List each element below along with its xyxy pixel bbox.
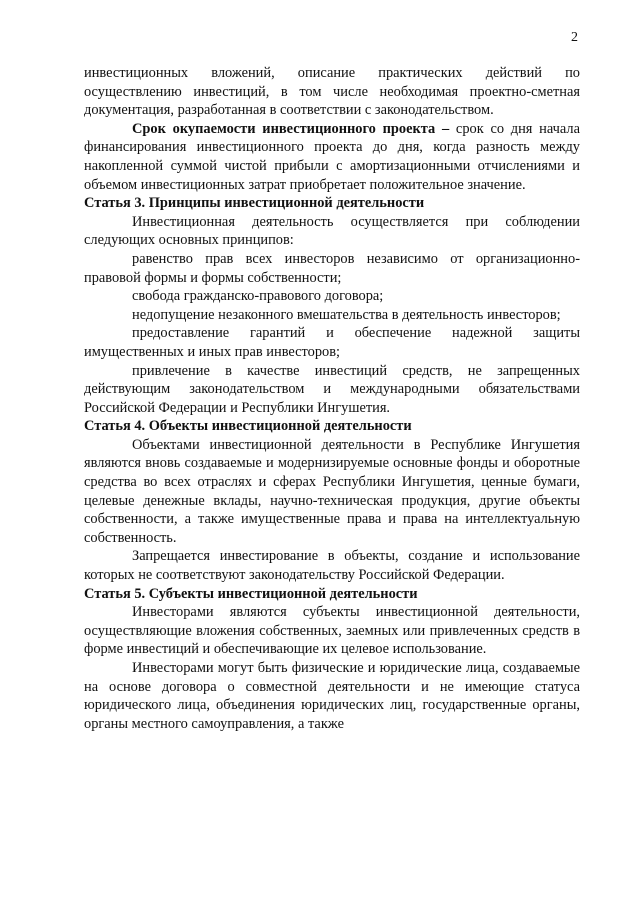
article-4-paragraph: Объектами инвестиционной деятельности в Республике Ингушетия являются вновь создаваемые и модернизируемые основные фонды и оборотные средства во всех отраслях и сферах Республики Ингушетия, ценные бумаги, целевые денежные вклады, научно-техническая продукция, другие объекты собственности, а также имущественные права и права на интеллектуальную собственность. (84, 436, 580, 546)
article-3-paragraph: привлечение в качестве инвестиций средств, не запрещенных действующим законодательством и международными обязательствами Российской Федерации и Республики Ингушетия. (84, 362, 580, 416)
paragraph-intro: инвестиционных вложений, описание практических действий по осуществлению инвестиций, в том числе необходимая проектно-сметная документация, разработанная в соответствии с законодательством. (84, 65, 580, 119)
payback-definition: срок со дня начала финансирования инвестиционного проекта до дня, когда разность между накопленной суммой чистой прибыли с амортизационными отчислениями и объемом инвестиционных затрат приобретает положительное значение. (84, 120, 581, 193)
article-5-paragraph: Инвесторами являются субъекты инвестиционной деятельности, осуществляющие вложения собственных, заемных или привлеченных средств в форме инвестиций и обеспечивающие их целевое использование. (84, 604, 580, 658)
article-3-paragraph: равенство прав всех инвесторов независимо от организационно-правовой формы и формы собственности; (84, 250, 580, 286)
article-3-title: Статья 3. Принципы инвестиционной деятельности (84, 195, 425, 212)
article-3-paragraph: Инвестиционная деятельность осуществляется при соблюдении следующих основных принципов: (84, 213, 580, 249)
article-3-paragraph: свобода гражданско-правового договора; (132, 288, 384, 305)
article-3-paragraph: предоставление гарантий и обеспечение надежной защиты имущественных и иных прав инвесторов; (84, 325, 580, 360)
article-4-paragraph: Запрещается инвестирование в объекты, создание и использование которых не соответствуют законодательству Российской Федерации. (84, 548, 580, 584)
paragraph-payback (84, 120, 580, 194)
page-number: 2 (571, 30, 578, 45)
article-4-title: Статья 4. Объекты инвестиционной деятельности (84, 418, 412, 435)
article-5-title: Статья 5. Субъекты инвестиционной деятельности (84, 585, 418, 602)
article-3-paragraph: недопущение незаконного вмешательства в деятельность инвесторов; (132, 306, 561, 323)
payback-term: Срок окупаемости инвестиционного проекта – (132, 120, 450, 137)
article-5-paragraph: Инвесторами могут быть физические и юридические лица, создаваемые на основе договора о совместной деятельности и не имеющие статуса юридического лица, объединения юридических лиц, государственные органы, органы местного самоуправления, а также (84, 660, 580, 732)
document-body (84, 64, 580, 733)
